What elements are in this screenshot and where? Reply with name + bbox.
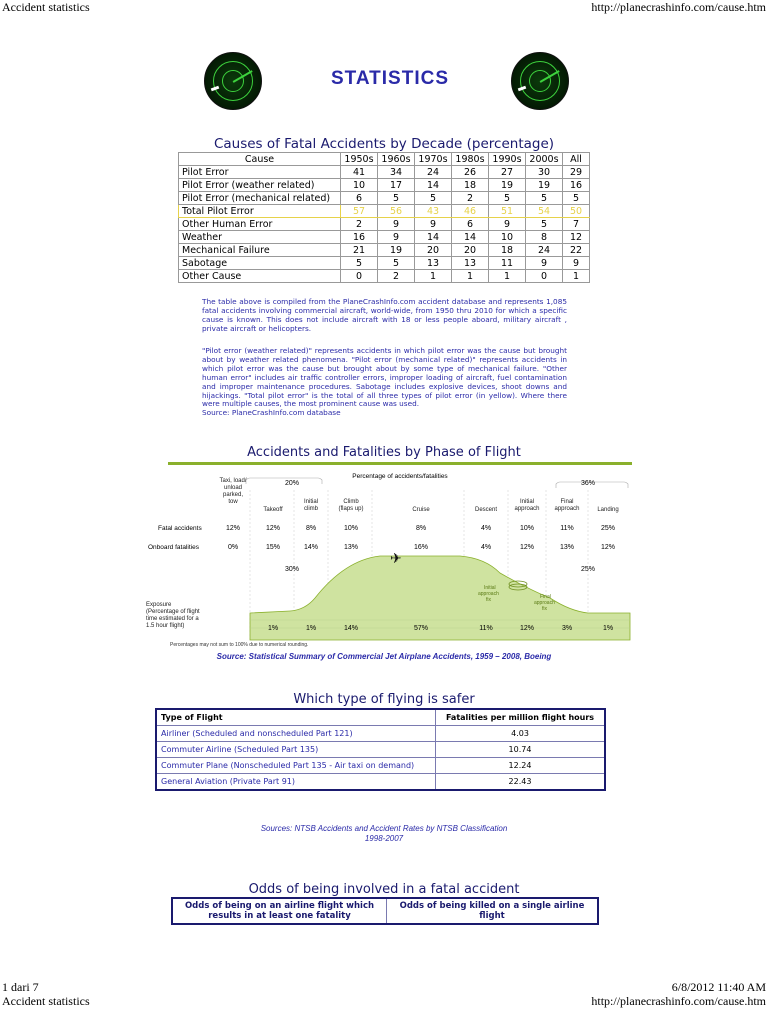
- rounding-note: Percentages may not sum to 100% due to numerical rounding.: [170, 642, 309, 648]
- odds-title: Odds of being involved in a fatal accident: [248, 882, 520, 897]
- exposure-value: 3%: [561, 625, 573, 632]
- causes-cell-value: 2: [378, 270, 415, 283]
- radar-logo-right: [511, 52, 569, 110]
- fatal-accidents-value: 10%: [519, 525, 535, 532]
- odds-table: [171, 897, 599, 925]
- causes-cell-label: Sabotage: [179, 257, 341, 270]
- flying-header-rate: Fatalities per million flight hours: [436, 709, 606, 726]
- exposure-value: 1%: [267, 625, 279, 632]
- causes-cell-value: 5: [341, 257, 378, 270]
- causes-row: [179, 166, 590, 179]
- causes-cell-value: 27: [489, 166, 526, 179]
- causes-cell-value: 14: [452, 231, 489, 244]
- flying-rate: 22.43: [436, 774, 606, 791]
- onboard-fatalities-value: 14%: [303, 544, 319, 551]
- causes-cell-value: 5: [563, 192, 590, 205]
- causes-header-decade: 2000s: [526, 153, 563, 166]
- flying-type[interactable]: Commuter Airline (Scheduled Part 135): [156, 742, 436, 758]
- exposure-value: 11%: [479, 625, 493, 632]
- causes-cell-value: 8: [526, 231, 563, 244]
- airplane-icon: ✈: [390, 550, 402, 566]
- causes-cell-value: 30: [526, 166, 563, 179]
- explanation-paragraph-2: [202, 347, 567, 418]
- causes-row: [179, 218, 590, 231]
- causes-cell-value: 19: [526, 179, 563, 192]
- footer-title: Accident statistics: [2, 994, 90, 1008]
- causes-cell-label: Total Pilot Error: [179, 205, 341, 218]
- onboard-fatalities-value: 12%: [600, 544, 616, 551]
- causes-cell-value: 54: [526, 205, 563, 218]
- causes-cell-value: 16: [563, 179, 590, 192]
- causes-cell-value: 14: [415, 179, 452, 192]
- exposure-value: 12%: [519, 625, 535, 632]
- causes-cell-value: 9: [563, 257, 590, 270]
- group-mid-left: 30%: [284, 566, 300, 573]
- causes-cell-value: 57: [341, 205, 378, 218]
- causes-cell-value: 9: [378, 231, 415, 244]
- causes-cell-value: 14: [415, 231, 452, 244]
- statistics-title: STATISTICS: [330, 68, 450, 89]
- exposure-value: 1%: [305, 625, 317, 632]
- odds-col-killed: Odds of being killed on a single airline flight: [387, 898, 599, 924]
- causes-cell-label: Other Cause: [179, 270, 341, 283]
- causes-cell-value: 6: [452, 218, 489, 231]
- causes-header-decade: 1980s: [452, 153, 489, 166]
- flying-type[interactable]: Commuter Plane (Nonscheduled Part 135 - Air taxi on demand): [156, 758, 436, 774]
- causes-header-decade: 1950s: [341, 153, 378, 166]
- fatal-accidents-value: 12%: [225, 525, 241, 532]
- causes-cell-value: 5: [489, 192, 526, 205]
- footer-page-number: 1 dari 7: [2, 980, 39, 994]
- fatal-accidents-value: 4%: [480, 525, 492, 532]
- causes-cell-label: Weather: [179, 231, 341, 244]
- fatal-accidents-row: [226, 525, 615, 532]
- causes-cell-label: Pilot Error (weather related): [179, 179, 341, 192]
- causes-cell-value: 50: [563, 205, 590, 218]
- causes-cell-value: 46: [452, 205, 489, 218]
- causes-cell-value: 9: [489, 218, 526, 231]
- causes-cell-value: 5: [378, 192, 415, 205]
- causes-cell-value: 0: [526, 270, 563, 283]
- causes-row: [179, 244, 590, 257]
- onboard-fatalities-value: 12%: [519, 544, 535, 551]
- causes-cell-value: 18: [489, 244, 526, 257]
- causes-cell-value: 19: [489, 179, 526, 192]
- fatal-accidents-value: 10%: [343, 525, 359, 532]
- final-approach-fix: Final approach fix: [534, 594, 555, 612]
- causes-cell-value: 18: [452, 179, 489, 192]
- causes-row: [179, 270, 590, 283]
- exposure-label-text: Exposure (Percentage of flight time estimated for a 1.5 hour flight): [146, 602, 200, 629]
- causes-cell-value: 20: [452, 244, 489, 257]
- causes-cell-value: 13: [452, 257, 489, 270]
- causes-cell-value: 19: [378, 244, 415, 257]
- causes-cell-value: 5: [415, 192, 452, 205]
- explanation-text-2: "Pilot error (weather related)" represents accidents in which pilot error was the cause but brought about by weather related phenomena. "Pilot error (mechanical related)" represents accidents in which pilot error was the cause but brought about by some type of mechanical failure. "Other human error" includes air traffic controller errors, improper loading of aircraft, fuel contamination and improper maintenance procedures. Sabotage includes explosive devices, shoot downs and hijackings. "Total pilot error" is the total of all three types of pilot error (in yellow). Where there were multiple causes, the most prominent cause was used.: [202, 346, 567, 409]
- radar-logo-left: [204, 52, 262, 110]
- onboard-fatalities-value: 16%: [413, 544, 429, 551]
- flying-row: [156, 742, 605, 758]
- explanation-source: Source: PlaneCrashInfo.com database: [202, 408, 341, 418]
- onboard-fatalities-value: 13%: [559, 544, 575, 551]
- exposure-label: [146, 602, 200, 629]
- phase-divider: [168, 462, 632, 465]
- group-top-right: 36%: [580, 480, 596, 487]
- causes-cell-value: 9: [526, 257, 563, 270]
- flying-type[interactable]: Airliner (Scheduled and nonscheduled Part 121): [156, 726, 436, 742]
- phase-label-final-approach: Final approach: [554, 499, 580, 512]
- fatal-accidents-value: 12%: [265, 525, 281, 532]
- causes-cell-value: 41: [341, 166, 378, 179]
- flying-source-line1: Sources: NTSB Accidents and Accident Rates by NTSB Classification: [260, 824, 508, 833]
- causes-cell-value: 1: [415, 270, 452, 283]
- fatal-accidents-value: 25%: [600, 525, 616, 532]
- causes-row: [179, 257, 590, 270]
- odds-col-airline-flight: Odds of being on an airline flight which results in at least one fatality: [172, 898, 387, 924]
- causes-header-decade: 1970s: [415, 153, 452, 166]
- phase-label-taxi: Taxi, load/ unload parked, tow: [219, 478, 247, 505]
- flying-type[interactable]: General Aviation (Private Part 91): [156, 774, 436, 791]
- fatal-accidents-value: 8%: [415, 525, 427, 532]
- phase-subtitle: Percentage of accidents/fatalities: [352, 473, 448, 480]
- explanation-paragraph-1: The table above is compiled from the PlaneCrashInfo.com accident database and represents 1,085 fatal accidents involving commercial aircraft, world-wide, from 1950 thru 2010 for which a specific cause is known. This does not include aircraft with 18 or less people aboard, military aircraft , private aircraft or helicopters.: [202, 297, 567, 333]
- flying-row: [156, 774, 605, 791]
- flying-rate: 4.03: [436, 726, 606, 742]
- phase-label-initial-approach: Initial approach: [514, 499, 540, 512]
- causes-cell-value: 21: [341, 244, 378, 257]
- causes-cell-value: 56: [378, 205, 415, 218]
- causes-cell-value: 2: [452, 192, 489, 205]
- causes-cell-value: 1: [452, 270, 489, 283]
- phase-label-initial-climb: Initial climb: [303, 499, 319, 512]
- phase-label-descent: Descent: [474, 507, 498, 513]
- causes-row: [179, 192, 590, 205]
- page-header-url[interactable]: http://planecrashinfo.com/cause.htm: [591, 0, 766, 14]
- flying-rate: 10.74: [436, 742, 606, 758]
- phase-label-climb: Climb (flaps up): [338, 499, 364, 512]
- exposure-value: 1%: [602, 625, 614, 632]
- causes-cell-value: 12: [563, 231, 590, 244]
- causes-row: [179, 205, 590, 218]
- group-mid-right: 25%: [580, 566, 596, 573]
- causes-cell-value: 10: [489, 231, 526, 244]
- flying-row: [156, 758, 605, 774]
- causes-cell-value: 9: [415, 218, 452, 231]
- causes-cell-value: 17: [378, 179, 415, 192]
- flying-rate: 12.24: [436, 758, 606, 774]
- initial-approach-fix: Initial approach fix: [478, 585, 499, 603]
- causes-cell-value: 22: [563, 244, 590, 257]
- causes-cell-value: 20: [415, 244, 452, 257]
- causes-cell-value: 7: [563, 218, 590, 231]
- flying-row: [156, 726, 605, 742]
- causes-cell-label: Other Human Error: [179, 218, 341, 231]
- flying-table: [155, 708, 606, 791]
- flying-title: Which type of flying is safer: [293, 692, 475, 707]
- causes-cell-label: Pilot Error: [179, 166, 341, 179]
- causes-row: [179, 179, 590, 192]
- causes-title: Causes of Fatal Accidents by Decade (percentage): [213, 136, 555, 152]
- causes-cell-value: 5: [378, 257, 415, 270]
- phase-label-landing: Landing: [597, 507, 619, 513]
- flying-source-line2: 1998-2007: [364, 834, 404, 843]
- causes-header-row: [179, 153, 590, 166]
- phase-label-takeoff: Takeoff: [263, 507, 283, 513]
- causes-cell-value: 34: [378, 166, 415, 179]
- footer-url[interactable]: http://planecrashinfo.com/cause.htm: [591, 994, 766, 1008]
- causes-header-cause: Cause: [179, 153, 341, 166]
- flying-header-type: Type of Flight: [156, 709, 436, 726]
- onboard-fatalities-value: 4%: [480, 544, 492, 551]
- phase-label-cruise: Cruise: [412, 507, 430, 513]
- onboard-fatalities-row: [228, 544, 615, 551]
- causes-cell-value: 1: [489, 270, 526, 283]
- phase-title: Accidents and Fatalities by Phase of Flight: [247, 445, 521, 460]
- causes-cell-value: 2: [341, 218, 378, 231]
- causes-cell-value: 43: [415, 205, 452, 218]
- causes-table: [178, 152, 590, 283]
- causes-cell-label: Mechanical Failure: [179, 244, 341, 257]
- fatal-accidents-value: 8%: [305, 525, 317, 532]
- causes-cell-value: 0: [341, 270, 378, 283]
- footer-timestamp: 6/8/2012 11:40 AM: [671, 980, 766, 994]
- causes-cell-value: 29: [563, 166, 590, 179]
- causes-cell-value: 6: [341, 192, 378, 205]
- group-top-left: 20%: [284, 480, 300, 487]
- causes-cell-value: 13: [415, 257, 452, 270]
- exposure-value: 57%: [413, 625, 429, 632]
- phase-of-flight-figure: [140, 468, 632, 648]
- exposure-value: 14%: [343, 625, 359, 632]
- causes-cell-value: 24: [526, 244, 563, 257]
- causes-cell-value: 1: [563, 270, 590, 283]
- onboard-fatalities-label: Onboard fatalities: [148, 544, 199, 551]
- causes-cell-value: 24: [415, 166, 452, 179]
- causes-cell-value: 9: [378, 218, 415, 231]
- fatal-accidents-label: Fatal accidents: [158, 525, 202, 532]
- causes-row: [179, 231, 590, 244]
- causes-cell-value: 26: [452, 166, 489, 179]
- causes-header-decade: 1960s: [378, 153, 415, 166]
- causes-cell-value: 11: [489, 257, 526, 270]
- causes-cell-value: 5: [526, 192, 563, 205]
- causes-cell-value: 10: [341, 179, 378, 192]
- phase-source: Source: Statistical Summary of Commercial Jet Airplane Accidents, 1959 – 2008, Boeing: [216, 652, 552, 661]
- page-header-title: Accident statistics: [2, 0, 90, 14]
- causes-cell-value: 51: [489, 205, 526, 218]
- causes-header-decade: 1990s: [489, 153, 526, 166]
- onboard-fatalities-value: 13%: [343, 544, 359, 551]
- causes-cell-value: 5: [526, 218, 563, 231]
- onboard-fatalities-value: 15%: [265, 544, 281, 551]
- odds-header-row: [172, 898, 598, 924]
- causes-cell-value: 16: [341, 231, 378, 244]
- fatal-accidents-value: 11%: [560, 525, 574, 532]
- causes-cell-label: Pilot Error (mechanical related): [179, 192, 341, 205]
- onboard-fatalities-value: 0%: [227, 544, 239, 551]
- causes-header-decade: All: [563, 153, 590, 166]
- flying-header-row: [156, 709, 605, 726]
- phase-labels: [219, 478, 618, 513]
